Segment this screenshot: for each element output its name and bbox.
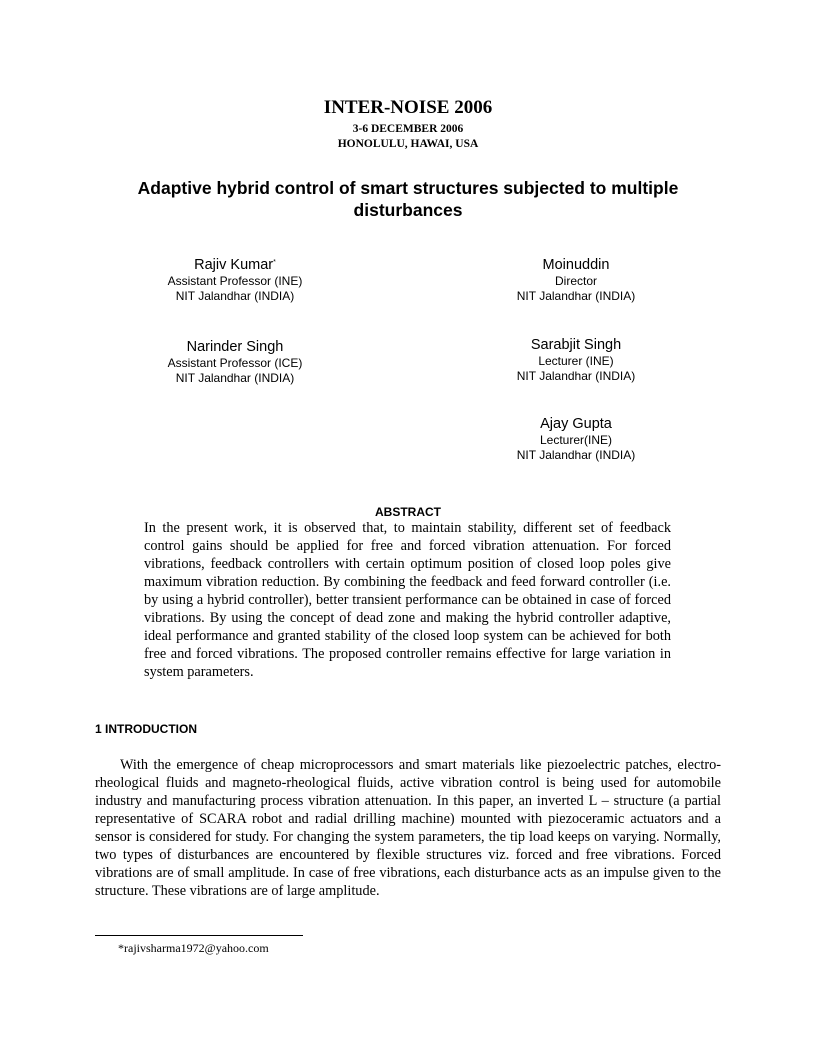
conference-title: INTER-NOISE 2006 xyxy=(323,97,493,118)
introduction-paragraph: With the emergence of cheap microprocessors and smart materials like piezoelectric patches, electro-rheological fluids and magneto-rheological fluids, active vibration control is being used for automobile industry and manufacturing process vibration attenuation. In this paper, an inverted L – structure (a partial representative of SCARA robot and radial drilling machine) mounted with piezoceramic actuators and a sensor is considered for study. For changing the system parameters, the tip load keeps on varying. Normally, two types of disturbances are encountered by flexible structures viz. forced and free vibrations. Forced vibrations are of small amplitude. In case of free vibrations, each disturbance acts as an impulse given to the structure. These vibrations are of large amplitude. xyxy=(95,757,721,899)
author-institution: NIT Jalandhar (INDIA) xyxy=(175,371,295,385)
author-moinuddin xyxy=(456,256,696,304)
author-institution: NIT Jalandhar (INDIA) xyxy=(516,448,636,462)
author-name: Rajiv Kumar* xyxy=(194,257,276,273)
conference-place: HONOLULU, HAWAI, USA xyxy=(337,138,479,150)
author-narinder-singh xyxy=(115,338,355,386)
author-ajay-gupta xyxy=(456,415,696,463)
author-name: Narinder Singh xyxy=(186,339,284,355)
author-sarabjit-singh xyxy=(456,336,696,384)
author-name: Ajay Gupta xyxy=(540,416,612,432)
paper-title: Adaptive hybrid control of smart structures subjected to multiple disturbances xyxy=(137,178,679,220)
author-position: Assistant Professor (INE) xyxy=(167,274,303,288)
section-heading-introduction: 1 INTRODUCTION xyxy=(95,722,197,736)
abstract-heading: ABSTRACT xyxy=(375,505,441,519)
abstract-text: In the present work, it is observed that, to maintain stability, different set of feedback control gains should be applied for free and forced vibration attenuation. For forced vibrations, feedback controllers with certain optimum position of closed loop poles give maximum vibration reduction. By combining the feedback and feed forward controller (i.e. by using a hybrid controller), better transient performance can be obtained in case of forced vibrations. By using the concept of dead zone and making the hybrid controller adaptive, ideal performance and granted stability of the closed loop system can be achieved for both free and forced vibrations. The proposed controller remains effective for large variation in system parameters. xyxy=(144,520,671,680)
footnote-mark: * xyxy=(273,259,276,266)
author-position: Lecturer (INE) xyxy=(538,354,614,368)
author-rajiv-kumar xyxy=(115,256,355,304)
author-name: Moinuddin xyxy=(542,257,610,273)
author-institution: NIT Jalandhar (INDIA) xyxy=(175,289,295,303)
conference-dates: 3-6 DECEMBER 2006 xyxy=(352,123,464,135)
author-position: Director xyxy=(554,274,597,288)
author-institution: NIT Jalandhar (INDIA) xyxy=(516,369,636,383)
footnote-rule xyxy=(95,935,303,936)
author-name: Sarabjit Singh xyxy=(530,337,622,353)
author-position: Assistant Professor (ICE) xyxy=(167,356,303,370)
footnote-email: rajivsharma1972@yahoo.com xyxy=(124,941,269,955)
footnote xyxy=(118,941,269,956)
author-institution: NIT Jalandhar (INDIA) xyxy=(516,289,636,303)
author-position: Lecturer(INE) xyxy=(539,433,613,447)
footnote-mark: * xyxy=(118,941,124,955)
